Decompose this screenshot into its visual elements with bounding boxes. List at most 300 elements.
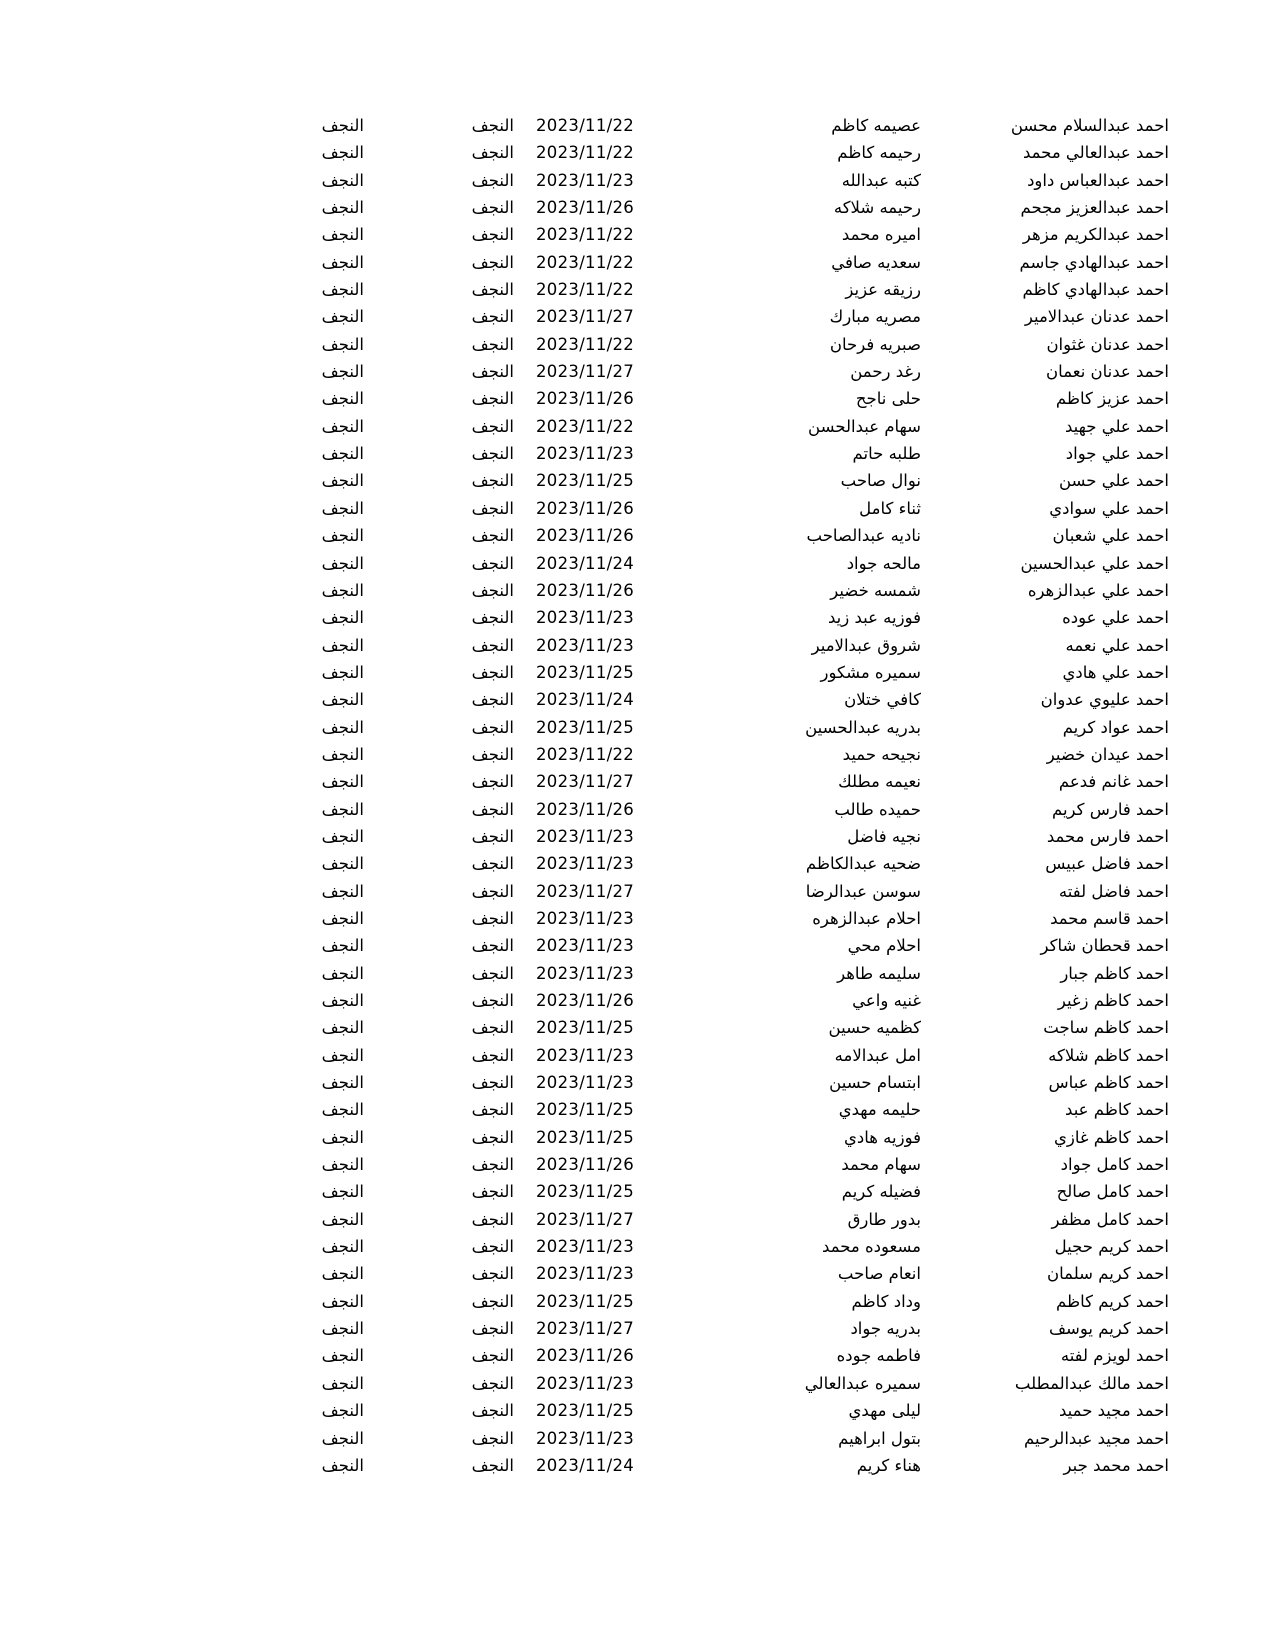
governorate: النجف (471, 1319, 514, 1339)
mother-name: سميره عبدالعالي (804, 1373, 921, 1393)
governorate: النجف (471, 1018, 514, 1038)
governorate: النجف (471, 580, 514, 600)
date: 2023/11/23 (536, 1045, 635, 1065)
city: النجف (321, 526, 364, 546)
full-name: احمد كامل جواد (1060, 1155, 1169, 1175)
governorate: النجف (471, 799, 514, 819)
full-name: احمد عبدالهادي جاسم (1019, 252, 1169, 272)
table-row (0, 249, 1275, 276)
date: 2023/11/26 (536, 991, 635, 1010)
mother-name: فضيله كريم (841, 1182, 921, 1202)
governorate: النجف (471, 908, 514, 928)
mother-name: نعيمه مطلك (838, 772, 921, 792)
table-row (0, 550, 1275, 577)
mother-name: ضحيه عبدالكاظم (805, 854, 921, 874)
full-name: احمد قحطان شاكر (1040, 936, 1169, 956)
table-row (0, 987, 1275, 1014)
full-name: احمد مالك عبدالمطلب (1014, 1373, 1169, 1393)
governorate: النجف (471, 334, 514, 354)
governorate: النجف (471, 744, 514, 764)
full-name: احمد كاظم غازي (1053, 1127, 1169, 1147)
full-name: احمد كاظم شلاكه (1048, 1045, 1169, 1065)
full-name: احمد كاظم زغير (1057, 991, 1169, 1010)
table-row (0, 139, 1275, 166)
table-row (0, 221, 1275, 248)
mother-name: نوال صاحب (840, 471, 921, 491)
governorate: النجف (471, 1428, 514, 1448)
full-name: احمد فارس كريم (1051, 799, 1169, 819)
mother-name: عصيمه كاظم (831, 116, 921, 135)
table-row (0, 878, 1275, 905)
governorate: النجف (471, 991, 514, 1010)
table-row (0, 1288, 1275, 1315)
mother-name: بدور طارق (847, 1209, 921, 1229)
mother-name: فوزيه هادي (843, 1127, 921, 1147)
city: النجف (321, 662, 364, 682)
table-row (0, 741, 1275, 768)
date: 2023/11/23 (536, 608, 635, 628)
governorate: النجف (471, 1209, 514, 1229)
full-name: احمد كاظم ساجت (1043, 1018, 1169, 1038)
city: النجف (321, 307, 364, 327)
city: النجف (321, 1319, 364, 1339)
full-name: احمد عدنان نعمان (1046, 362, 1169, 382)
date: 2023/11/23 (536, 444, 635, 464)
governorate: النجف (471, 881, 514, 901)
date: 2023/11/25 (536, 662, 635, 682)
city: النجف (321, 717, 364, 737)
mother-name: ابتسام حسين (829, 1073, 921, 1093)
date: 2023/11/25 (536, 1018, 635, 1038)
full-name: احمد عدنان عبدالامير (1024, 307, 1169, 327)
city: النجف (321, 1455, 364, 1475)
city: النجف (321, 1073, 364, 1093)
date: 2023/11/25 (536, 1291, 635, 1311)
governorate: النجف (471, 362, 514, 382)
city: النجف (321, 143, 364, 163)
date: 2023/11/23 (536, 1264, 635, 1284)
city: النجف (321, 991, 364, 1010)
date: 2023/11/26 (536, 526, 635, 546)
date: 2023/11/26 (536, 1346, 635, 1366)
governorate: النجف (471, 936, 514, 956)
governorate: النجف (471, 498, 514, 518)
date: 2023/11/27 (536, 772, 635, 792)
mother-name: رحيمه شلاكه (833, 198, 921, 218)
mother-name: ناديه عبدالصاحب (806, 526, 921, 546)
city: النجف (321, 1182, 364, 1202)
date: 2023/11/23 (536, 854, 635, 874)
governorate: النجف (471, 198, 514, 218)
full-name: احمد محمد جبر (1063, 1455, 1169, 1475)
mother-name: رحيمه كاظم (837, 143, 921, 163)
mother-name: حلى ناجح (855, 389, 921, 409)
mother-name: سعديه صافي (831, 252, 921, 272)
table-row (0, 331, 1275, 358)
full-name: احمد غانم فدعم (1058, 772, 1169, 792)
table-row (0, 1260, 1275, 1287)
date: 2023/11/22 (536, 416, 635, 436)
city: النجف (321, 1291, 364, 1311)
governorate: النجف (471, 1237, 514, 1257)
mother-name: سهام عبدالحسن (808, 416, 921, 436)
governorate: النجف (471, 389, 514, 409)
table-row (0, 385, 1275, 412)
mother-name: احلام محي (847, 936, 921, 956)
date: 2023/11/25 (536, 1401, 635, 1421)
governorate: النجف (471, 252, 514, 272)
table-row (0, 1124, 1275, 1151)
date: 2023/11/23 (536, 1237, 635, 1257)
full-name: احمد عبدالعالي محمد (1022, 143, 1169, 163)
mother-name: وداد كاظم (851, 1291, 921, 1311)
governorate: النجف (471, 963, 514, 983)
governorate: النجف (471, 225, 514, 245)
governorate: النجف (471, 772, 514, 792)
date: 2023/11/26 (536, 1155, 635, 1175)
table-row (0, 167, 1275, 194)
mother-name: ثناء كامل (859, 498, 921, 518)
city: النجف (321, 444, 364, 464)
table-row (0, 276, 1275, 303)
city: النجف (321, 252, 364, 272)
mother-name: ليلى مهدي (848, 1401, 921, 1421)
table-row (0, 1042, 1275, 1069)
full-name: احمد عيدان خضير (1046, 744, 1169, 764)
table-row (0, 905, 1275, 932)
city: النجف (321, 635, 364, 655)
table-row (0, 686, 1275, 713)
mother-name: بتول ابراهيم (838, 1428, 921, 1448)
date: 2023/11/26 (536, 580, 635, 600)
date: 2023/11/23 (536, 635, 635, 655)
table-row (0, 1206, 1275, 1233)
city: النجف (321, 908, 364, 928)
city: النجف (321, 744, 364, 764)
date: 2023/11/27 (536, 1319, 635, 1339)
full-name: احمد كامل مظفر (1051, 1209, 1169, 1229)
mother-name: سميره مشكور (820, 662, 921, 682)
full-name: احمد كاظم جبار (1060, 963, 1169, 983)
full-name: احمد علي عوده (1062, 608, 1169, 628)
date: 2023/11/22 (536, 744, 635, 764)
governorate: النجف (471, 1155, 514, 1175)
city: النجف (321, 362, 364, 382)
city: النجف (321, 772, 364, 792)
mother-name: صبريه فرحان (829, 334, 921, 354)
city: النجف (321, 389, 364, 409)
full-name: احمد عواد كريم (1062, 717, 1169, 737)
governorate: النجف (471, 635, 514, 655)
mother-name: شمسه خضير (830, 580, 921, 600)
table-row (0, 1178, 1275, 1205)
governorate: النجف (471, 1373, 514, 1393)
mother-name: حميده طالب (834, 799, 921, 819)
city: النجف (321, 936, 364, 956)
full-name: احمد كريم سلمان (1047, 1264, 1169, 1284)
date: 2023/11/23 (536, 963, 635, 983)
mother-name: حليمه مهدي (838, 1100, 921, 1120)
date: 2023/11/24 (536, 690, 635, 710)
city: النجف (321, 826, 364, 846)
mother-name: مالحه جواد (846, 553, 921, 573)
table-row (0, 1151, 1275, 1178)
city: النجف (321, 580, 364, 600)
governorate: النجف (471, 307, 514, 327)
table-row (0, 932, 1275, 959)
table-row (0, 796, 1275, 823)
table-row (0, 1452, 1275, 1479)
full-name: احمد مجيد عبدالرحيم (1024, 1428, 1169, 1448)
city: النجف (321, 1373, 364, 1393)
table-row (0, 1397, 1275, 1424)
full-name: احمد علي حسن (1058, 471, 1169, 491)
full-name: احمد علي شعبان (1052, 526, 1169, 546)
governorate: النجف (471, 854, 514, 874)
governorate: النجف (471, 690, 514, 710)
full-name: احمد عبدالهادي كاظم (1022, 280, 1169, 300)
full-name: احمد مجيد حميد (1059, 1401, 1169, 1421)
full-name: احمد عليوي عدوان (1040, 690, 1169, 710)
date: 2023/11/22 (536, 280, 635, 300)
date: 2023/11/23 (536, 1428, 635, 1448)
governorate: النجف (471, 1264, 514, 1284)
table-row (0, 1370, 1275, 1397)
city: النجف (321, 198, 364, 218)
governorate: النجف (471, 1455, 514, 1475)
table-row (0, 659, 1275, 686)
governorate: النجف (471, 1073, 514, 1093)
mother-name: مصريه مبارك (829, 307, 921, 327)
city: النجف (321, 170, 364, 190)
city: النجف (321, 1127, 364, 1147)
full-name: احمد علي هادي (1062, 662, 1169, 682)
governorate: النجف (471, 116, 514, 135)
city: النجف (321, 1428, 364, 1448)
governorate: النجف (471, 143, 514, 163)
city: النجف (321, 799, 364, 819)
date: 2023/11/22 (536, 116, 635, 135)
mother-name: رغد رحمن (850, 362, 921, 382)
governorate: النجف (471, 553, 514, 573)
mother-name: فوزيه عبد زيد (827, 608, 921, 628)
governorate: النجف (471, 170, 514, 190)
table-row (0, 1233, 1275, 1260)
mother-name: نجيه فاضل (847, 826, 921, 846)
date: 2023/11/25 (536, 1127, 635, 1147)
full-name: احمد عزيز كاظم (1055, 389, 1169, 409)
table-row (0, 604, 1275, 631)
city: النجف (321, 280, 364, 300)
governorate: النجف (471, 1045, 514, 1065)
governorate: النجف (471, 1127, 514, 1147)
mother-name: سوسن عبدالرضا (805, 881, 921, 901)
full-name: احمد كريم حجيل (1054, 1237, 1169, 1257)
full-name: احمد قاسم محمد (1050, 908, 1169, 928)
city: النجف (321, 334, 364, 354)
full-name: احمد فارس محمد (1046, 826, 1169, 846)
mother-name: كظميه حسين (828, 1018, 921, 1038)
full-name: احمد عبدالسلام محسن (1010, 116, 1169, 135)
table-row (0, 823, 1275, 850)
mother-name: شروق عبدالامير (811, 635, 921, 655)
date: 2023/11/25 (536, 471, 635, 491)
governorate: النجف (471, 717, 514, 737)
city: النجف (321, 471, 364, 491)
city: النجف (321, 1237, 364, 1257)
date: 2023/11/25 (536, 1182, 635, 1202)
full-name: احمد علي جهيد (1065, 416, 1169, 436)
mother-name: طلبه حاتم (852, 444, 921, 464)
mother-name: بدريه عبدالحسين (805, 717, 921, 737)
table-row (0, 768, 1275, 795)
date: 2023/11/22 (536, 334, 635, 354)
date: 2023/11/23 (536, 1073, 635, 1093)
table-row (0, 632, 1275, 659)
city: النجف (321, 608, 364, 628)
mother-name: سهام محمد (841, 1155, 921, 1175)
mother-name: امل عبدالامه (834, 1045, 921, 1065)
governorate: النجف (471, 662, 514, 682)
date: 2023/11/22 (536, 252, 635, 272)
city: النجف (321, 116, 364, 135)
governorate: النجف (471, 280, 514, 300)
table-row (0, 440, 1275, 467)
governorate: النجف (471, 826, 514, 846)
date: 2023/11/27 (536, 881, 635, 901)
city: النجف (321, 1100, 364, 1120)
date: 2023/11/23 (536, 170, 635, 190)
date: 2023/11/25 (536, 1100, 635, 1120)
governorate: النجف (471, 1401, 514, 1421)
governorate: النجف (471, 1182, 514, 1202)
full-name: احمد كاظم عباس (1048, 1073, 1169, 1093)
full-name: احمد علي عبدالحسين (1020, 553, 1169, 573)
table-row (0, 303, 1275, 330)
governorate: النجف (471, 1291, 514, 1311)
city: النجف (321, 1401, 364, 1421)
governorate: النجف (471, 444, 514, 464)
mother-name: غنيه واعي (852, 991, 921, 1010)
date: 2023/11/22 (536, 225, 635, 245)
full-name: احمد عدنان غثوان (1046, 334, 1169, 354)
table-row (0, 1096, 1275, 1123)
date: 2023/11/27 (536, 362, 635, 382)
mother-name: كافي ختلان (844, 690, 921, 710)
date: 2023/11/23 (536, 936, 635, 956)
table-row (0, 1342, 1275, 1369)
date: 2023/11/22 (536, 143, 635, 163)
city: النجف (321, 225, 364, 245)
governorate: النجف (471, 1346, 514, 1366)
table-row (0, 577, 1275, 604)
table-row (0, 495, 1275, 522)
full-name: احمد كريم كاظم (1055, 1291, 1169, 1311)
table-row (0, 467, 1275, 494)
city: النجف (321, 1264, 364, 1284)
city: النجف (321, 1346, 364, 1366)
city: النجف (321, 881, 364, 901)
governorate: النجف (471, 608, 514, 628)
date: 2023/11/23 (536, 908, 635, 928)
city: النجف (321, 963, 364, 983)
table-row (0, 1069, 1275, 1096)
full-name: احمد فاضل عبيس (1045, 854, 1169, 874)
mother-name: فاطمه جوده (836, 1346, 921, 1366)
date: 2023/11/23 (536, 1373, 635, 1393)
full-name: احمد عبدالعزيز مجحم (1020, 198, 1169, 218)
city: النجف (321, 690, 364, 710)
city: النجف (321, 854, 364, 874)
table-row (0, 960, 1275, 987)
governorate: النجف (471, 471, 514, 491)
city: النجف (321, 1045, 364, 1065)
records-table (0, 112, 1275, 1479)
full-name: احمد عبدالعباس داود (1027, 170, 1169, 190)
full-name: احمد علي سوادي (1049, 498, 1169, 518)
table-row (0, 358, 1275, 385)
date: 2023/11/26 (536, 198, 635, 218)
city: النجف (321, 498, 364, 518)
table-row (0, 112, 1275, 139)
mother-name: اميره محمد (841, 225, 921, 245)
full-name: احمد عبدالكريم مزهر (1022, 225, 1169, 245)
table-row (0, 194, 1275, 221)
table-row (0, 1425, 1275, 1452)
full-name: احمد كريم يوسف (1048, 1319, 1169, 1339)
full-name: احمد علي نعمه (1065, 635, 1169, 655)
mother-name: كتبه عبدالله (841, 170, 921, 190)
full-name: احمد كامل صالح (1056, 1182, 1169, 1202)
city: النجف (321, 553, 364, 573)
city: النجف (321, 1155, 364, 1175)
full-name: احمد فاضل لفته (1058, 881, 1169, 901)
date: 2023/11/26 (536, 799, 635, 819)
table-row (0, 522, 1275, 549)
date: 2023/11/24 (536, 553, 635, 573)
mother-name: هناء كريم (856, 1455, 921, 1475)
mother-name: احلام عبدالزهره (812, 908, 921, 928)
date: 2023/11/24 (536, 1455, 635, 1475)
table-row (0, 714, 1275, 741)
city: النجف (321, 416, 364, 436)
table-row (0, 413, 1275, 440)
table-row (0, 1014, 1275, 1041)
date: 2023/11/27 (536, 307, 635, 327)
governorate: النجف (471, 416, 514, 436)
table-row (0, 1315, 1275, 1342)
mother-name: انعام صاحب (837, 1264, 921, 1284)
governorate: النجف (471, 1100, 514, 1120)
full-name: احمد لويزم لفته (1060, 1346, 1169, 1366)
date: 2023/11/23 (536, 826, 635, 846)
city: النجف (321, 1018, 364, 1038)
mother-name: نجيحه حميد (842, 744, 921, 764)
full-name: احمد علي جواد (1065, 444, 1169, 464)
full-name: احمد كاظم عبد (1065, 1100, 1169, 1120)
table-row (0, 850, 1275, 877)
date: 2023/11/25 (536, 717, 635, 737)
mother-name: رزيقه عزيز (845, 280, 921, 300)
mother-name: بدريه جواد (850, 1319, 921, 1339)
governorate: النجف (471, 526, 514, 546)
date: 2023/11/26 (536, 498, 635, 518)
date: 2023/11/27 (536, 1209, 635, 1229)
date: 2023/11/26 (536, 389, 635, 409)
mother-name: سليمه طاهر (837, 963, 921, 983)
full-name: احمد علي عبدالزهره (1027, 580, 1169, 600)
city: النجف (321, 1209, 364, 1229)
